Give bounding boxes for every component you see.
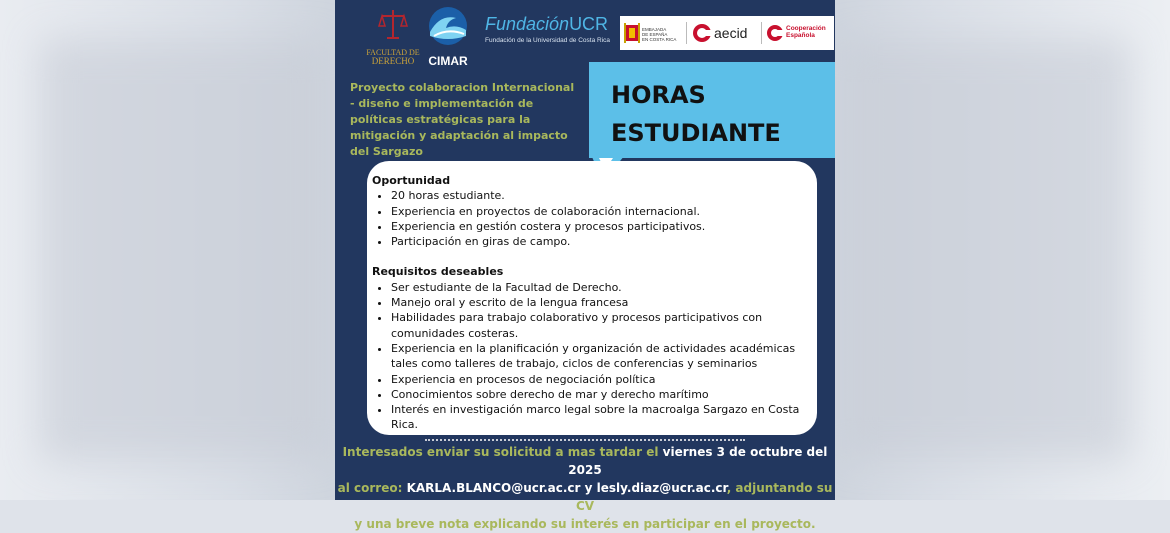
coat-of-arms-icon bbox=[624, 21, 640, 45]
requisitos-heading: Requisitos deseables bbox=[372, 265, 504, 279]
fundacion-ucr-logo bbox=[485, 14, 610, 44]
email-lesly[interactable]: lesly.diaz@ucr.ac.cr bbox=[596, 481, 727, 495]
dotted-divider bbox=[425, 439, 745, 441]
section-gap bbox=[372, 249, 812, 264]
footer-part-4: y una breve nota explicando su interés en participar en el proyecto. bbox=[354, 517, 816, 531]
footer-part-1: Interesados enviar su solicitud a mas tardar el bbox=[342, 445, 663, 459]
poster bbox=[335, 0, 835, 531]
embajada-espana-logo bbox=[624, 20, 682, 46]
list-item: • Habilidades para trabajo colaborativo y procesos participativos con comunidades costeras. bbox=[391, 310, 812, 341]
embajada-line-1: EMBAJADA bbox=[642, 27, 667, 32]
list-item: • Interés en investigación marco legal sobre la macroalga Sargazo en Costa Rica. bbox=[391, 402, 812, 433]
fundacion-sub: Fundación de la Universidad de Costa Rica bbox=[485, 37, 611, 44]
cooperacion-icon bbox=[766, 24, 784, 42]
footer-connector: y bbox=[580, 481, 597, 495]
sponsor-divider bbox=[686, 22, 687, 44]
blurred-background-right bbox=[840, 40, 1130, 460]
logo-bar bbox=[335, 0, 835, 68]
embajada-line-3: EN COSTA RICA bbox=[642, 37, 677, 42]
email-karla[interactable]: KARLA.BLANCO@ucr.ac.cr bbox=[406, 481, 581, 495]
oportunidad-heading: Oportunidad bbox=[372, 174, 451, 187]
coop-line-2: Española bbox=[786, 32, 815, 39]
list-item: • Experiencia en la planificación y organización de actividades académicas tales como talleres de trabajo, ciclos de conferencias y seminarios bbox=[391, 341, 812, 372]
info-card bbox=[367, 161, 817, 435]
cimar-logo bbox=[423, 6, 473, 68]
aecid-icon bbox=[692, 23, 712, 43]
list-item: • Experiencia en gestión costera y procesos participativos. bbox=[391, 219, 812, 234]
list-item: • Experiencia en proyectos de colaboración internacional. bbox=[391, 204, 812, 219]
application-instructions bbox=[335, 443, 835, 533]
embajada-line-2: DE ESPAÑA bbox=[642, 32, 668, 37]
sponsor-divider bbox=[761, 22, 762, 44]
list-item: • Experiencia en procesos de negociación política bbox=[391, 372, 812, 387]
list-item: • Ser estudiante de la Facultad de Derecho. bbox=[391, 280, 812, 295]
fundacion-main-2: UCR bbox=[569, 14, 609, 34]
wave-icon bbox=[426, 6, 470, 46]
title-banner bbox=[589, 62, 835, 158]
list-item: • Conocimientos sobre derecho de mar y derecho marítimo bbox=[391, 387, 812, 402]
requisitos-list bbox=[372, 280, 812, 433]
footer-part-2: al correo: bbox=[337, 481, 407, 495]
list-item: • 20 horas estudiante. bbox=[391, 188, 812, 203]
law-label-1: FACULTAD DE bbox=[366, 48, 420, 57]
project-description: Proyecto colaboracion Internacional - diseño e implementación de políticas estratégicas para la mitigación y adaptación al impacto del Sargazo bbox=[350, 81, 575, 158]
title-line-1: HORAS bbox=[611, 81, 706, 109]
coop-line-1: Cooperación bbox=[786, 25, 826, 32]
cimar-label: CIMAR bbox=[428, 54, 468, 68]
facultad-derecho-logo bbox=[365, 8, 421, 66]
cooperacion-espanola-logo bbox=[766, 22, 832, 44]
aecid-label: aecid bbox=[714, 25, 748, 41]
footer-part-3: , adjuntando su CV bbox=[575, 481, 833, 513]
deadline-date: viernes 3 de octubre del 2025 bbox=[568, 445, 828, 477]
sponsors-strip bbox=[620, 16, 834, 50]
list-item: • Manejo oral y escrito de la lengua francesa bbox=[391, 295, 812, 310]
list-item: • Participación en giras de campo. bbox=[391, 234, 812, 249]
blurred-background-left bbox=[40, 40, 330, 460]
oportunidad-list bbox=[372, 188, 812, 249]
scales-of-justice-icon bbox=[378, 8, 408, 42]
fundacion-main-1: Fundación bbox=[485, 14, 570, 34]
aecid-logo bbox=[692, 22, 756, 44]
title-line-2: ESTUDIANTE bbox=[611, 119, 781, 147]
law-label-2: DERECHO bbox=[371, 56, 415, 66]
